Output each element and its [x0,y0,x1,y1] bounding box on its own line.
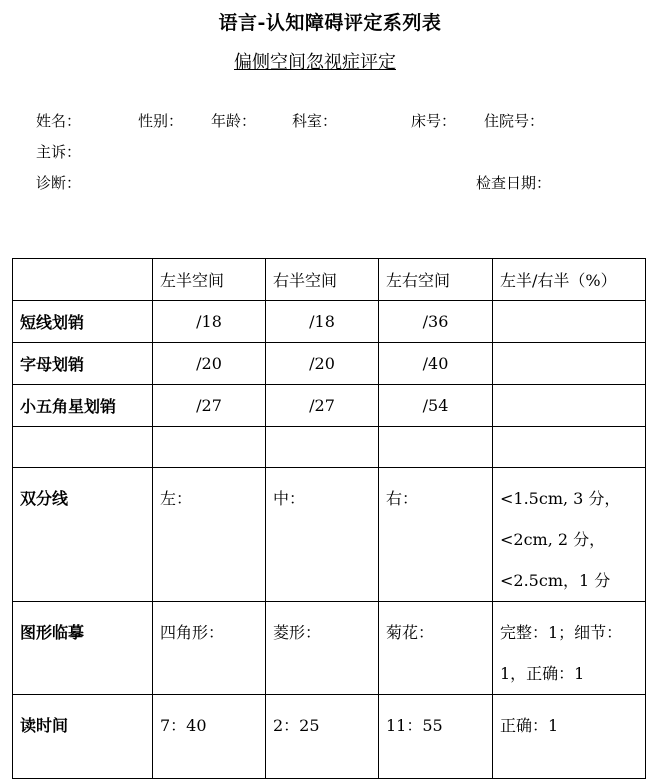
figure-copy-square: 四角形： [153,602,266,695]
letter-cancel-both: /40 [379,343,493,385]
empty-cell [266,427,379,468]
letter-cancel-ratio [493,343,646,385]
sex-label: 性别： [138,112,184,130]
header-cell-empty [13,259,153,301]
bisection-criteria-line: <1.5cm, 3 分， [500,489,621,508]
row-label-letter-cancel: 字母划销 [13,343,153,385]
figure-copy-criteria-line: 1，正确：1 [500,664,585,683]
figure-copy-diamond: 菱形： [266,602,379,695]
table-header-row [13,259,646,301]
row-label-reading-time: 读时间 [13,695,153,779]
figure-copy-criteria [493,602,646,695]
empty-cell [13,427,153,468]
bisection-right: 右： [379,468,493,602]
empty-cell [379,427,493,468]
letter-cancel-left: /20 [153,343,266,385]
table-row [13,602,646,695]
row-label-line-cancel: 短线划销 [13,301,153,343]
bed-label: 床号： [411,112,457,130]
reading-time-3: 11：55 [379,695,493,779]
form-subtitle: 偏侧空间忽视症评定 [234,52,396,73]
empty-cell [153,427,266,468]
bisection-criteria-line: <2.5cm，1 分 [500,571,611,590]
empty-cell [493,427,646,468]
figure-copy-flower: 菊花： [379,602,493,695]
header-left-space: 左半空间 [153,259,266,301]
star-cancel-left: /27 [153,385,266,427]
department-label: 科室： [292,112,338,130]
star-cancel-both: /54 [379,385,493,427]
row-label-figure-copy: 图形临摹 [13,602,153,695]
header-both-space: 左右空间 [379,259,493,301]
diagnosis-label: 诊断： [36,174,82,192]
line-cancel-right: /18 [266,301,379,343]
age-label: 年龄： [211,112,257,130]
header-ratio: 左半/右半（%） [493,259,646,301]
assessment-table [12,258,646,779]
line-cancel-left: /18 [153,301,266,343]
figure-copy-criteria-line: 完整：1；细节： [500,623,623,642]
star-cancel-ratio [493,385,646,427]
table-row [13,301,646,343]
bisection-criteria-line: <2cm, 2 分， [500,530,606,549]
bisection-left: 左： [153,468,266,602]
reading-time-2: 2：25 [266,695,379,779]
name-label: 姓名： [36,112,82,130]
line-cancel-ratio [493,301,646,343]
table-row [13,385,646,427]
header-right-space: 右半空间 [266,259,379,301]
reading-time-1: 7：40 [153,695,266,779]
table-row [13,468,646,602]
complaint-label: 主诉： [36,143,82,161]
reading-time-criteria: 正确：1 [493,695,646,779]
table-row-empty [13,427,646,468]
row-label-star-cancel: 小五角星划销 [13,385,153,427]
form-title: 语言-认知障碍评定系列表 [218,12,442,34]
star-cancel-right: /27 [266,385,379,427]
exam-date-label: 检查日期： [476,174,552,192]
line-cancel-both: /36 [379,301,493,343]
row-label-bisection: 双分线 [13,468,153,602]
bisection-middle: 中： [266,468,379,602]
letter-cancel-right: /20 [266,343,379,385]
bisection-criteria [493,468,646,602]
table-row [13,343,646,385]
admission-number-label: 住院号： [484,112,545,130]
table-row [13,695,646,779]
